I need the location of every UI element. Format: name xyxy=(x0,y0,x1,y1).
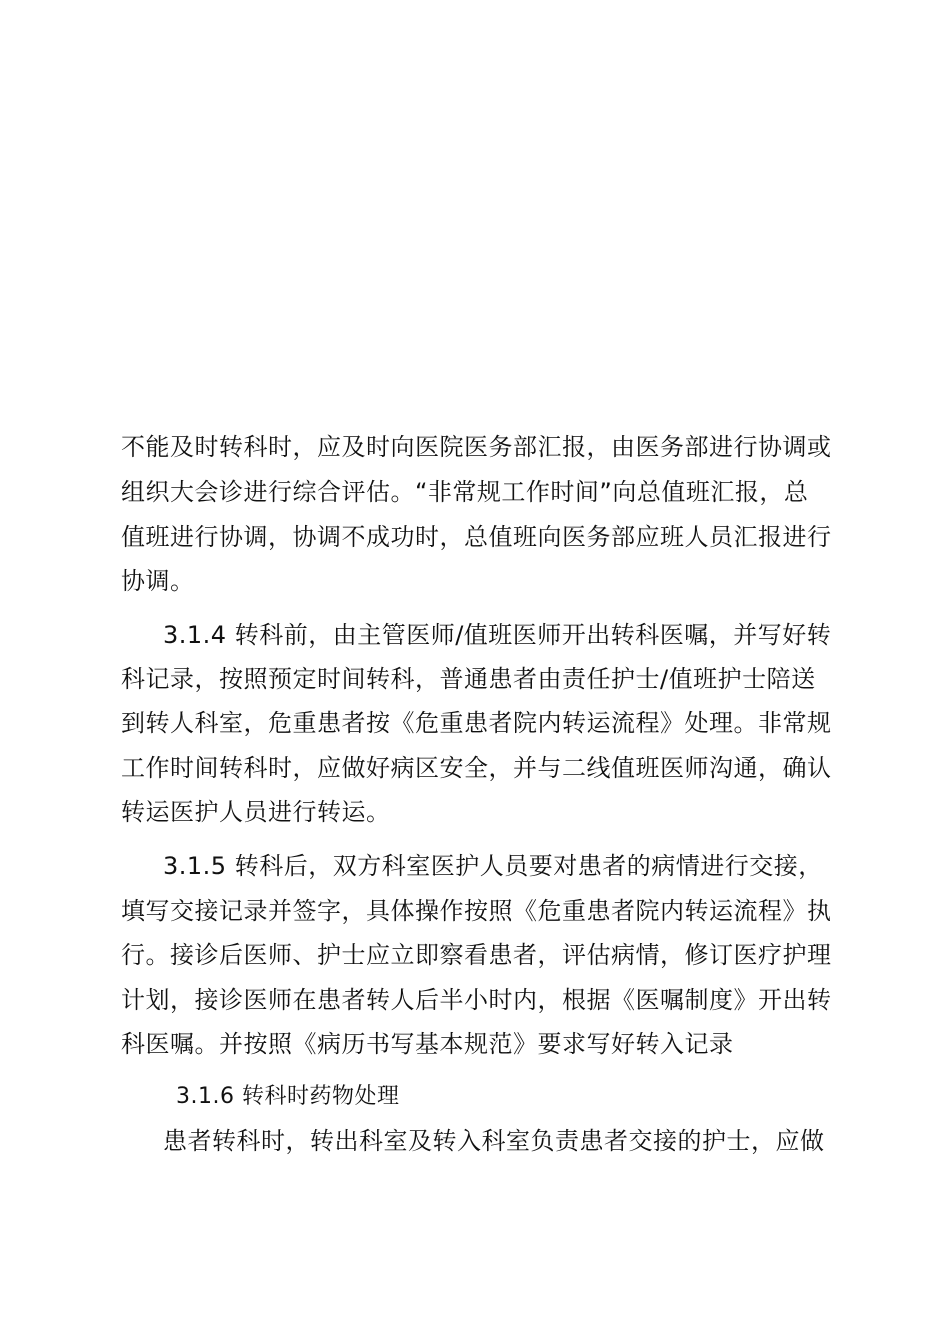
paragraph-line: 填写交接记录并签字，具体操作按照《危重患者院内转运流程》执 xyxy=(121,897,832,925)
section-3-1-4-line: 3.1.4 转科前，由主管医师/值班医师开出转科医嘱，并写好转 xyxy=(163,621,832,649)
paragraph-line: 工作时间转科时，应做好病区安全，并与二线值班医师沟通，确认 xyxy=(121,754,832,782)
paragraph-line: 计划，接诊医师在患者转人后半小时内，根据《医嘱制度》开出转 xyxy=(121,986,832,1014)
paragraph-line: 不能及时转科时，应及时向医院医务部汇报，由医务部进行协调或 xyxy=(121,433,832,461)
paragraph-line: 患者转科时，转出科室及转入科室负责患者交接的护士，应做 xyxy=(163,1127,825,1155)
paragraph-line: 协调。 xyxy=(121,567,195,595)
paragraph-line: 行。接诊后医师、护士应立即察看患者，评估病情，修订医疗护理 xyxy=(121,941,832,969)
paragraph-line: 到转人科室，危重患者按《危重患者院内转运流程》处理。非常规 xyxy=(121,709,832,737)
section-3-1-6-heading: 3.1.6 转科时药物处理 xyxy=(176,1084,400,1109)
paragraph-line: 科医嘱。并按照《病历书写基本规范》要求写好转入记录 xyxy=(121,1030,734,1058)
section-3-1-5-line: 3.1.5 转科后，双方科室医护人员要对患者的病情进行交接， xyxy=(163,852,823,880)
paragraph-line: 转运医护人员进行转运。 xyxy=(121,798,391,826)
paragraph-line: 科记录，按照预定时间转科，普通患者由责任护士/值班护士陪送 xyxy=(121,665,816,693)
paragraph-line: 组织大会诊进行综合评估。“非常规工作时间”向总值班汇报，总 xyxy=(121,478,809,506)
paragraph-line: 值班进行协调，协调不成功时，总值班向医务部应班人员汇报进行 xyxy=(121,523,832,551)
